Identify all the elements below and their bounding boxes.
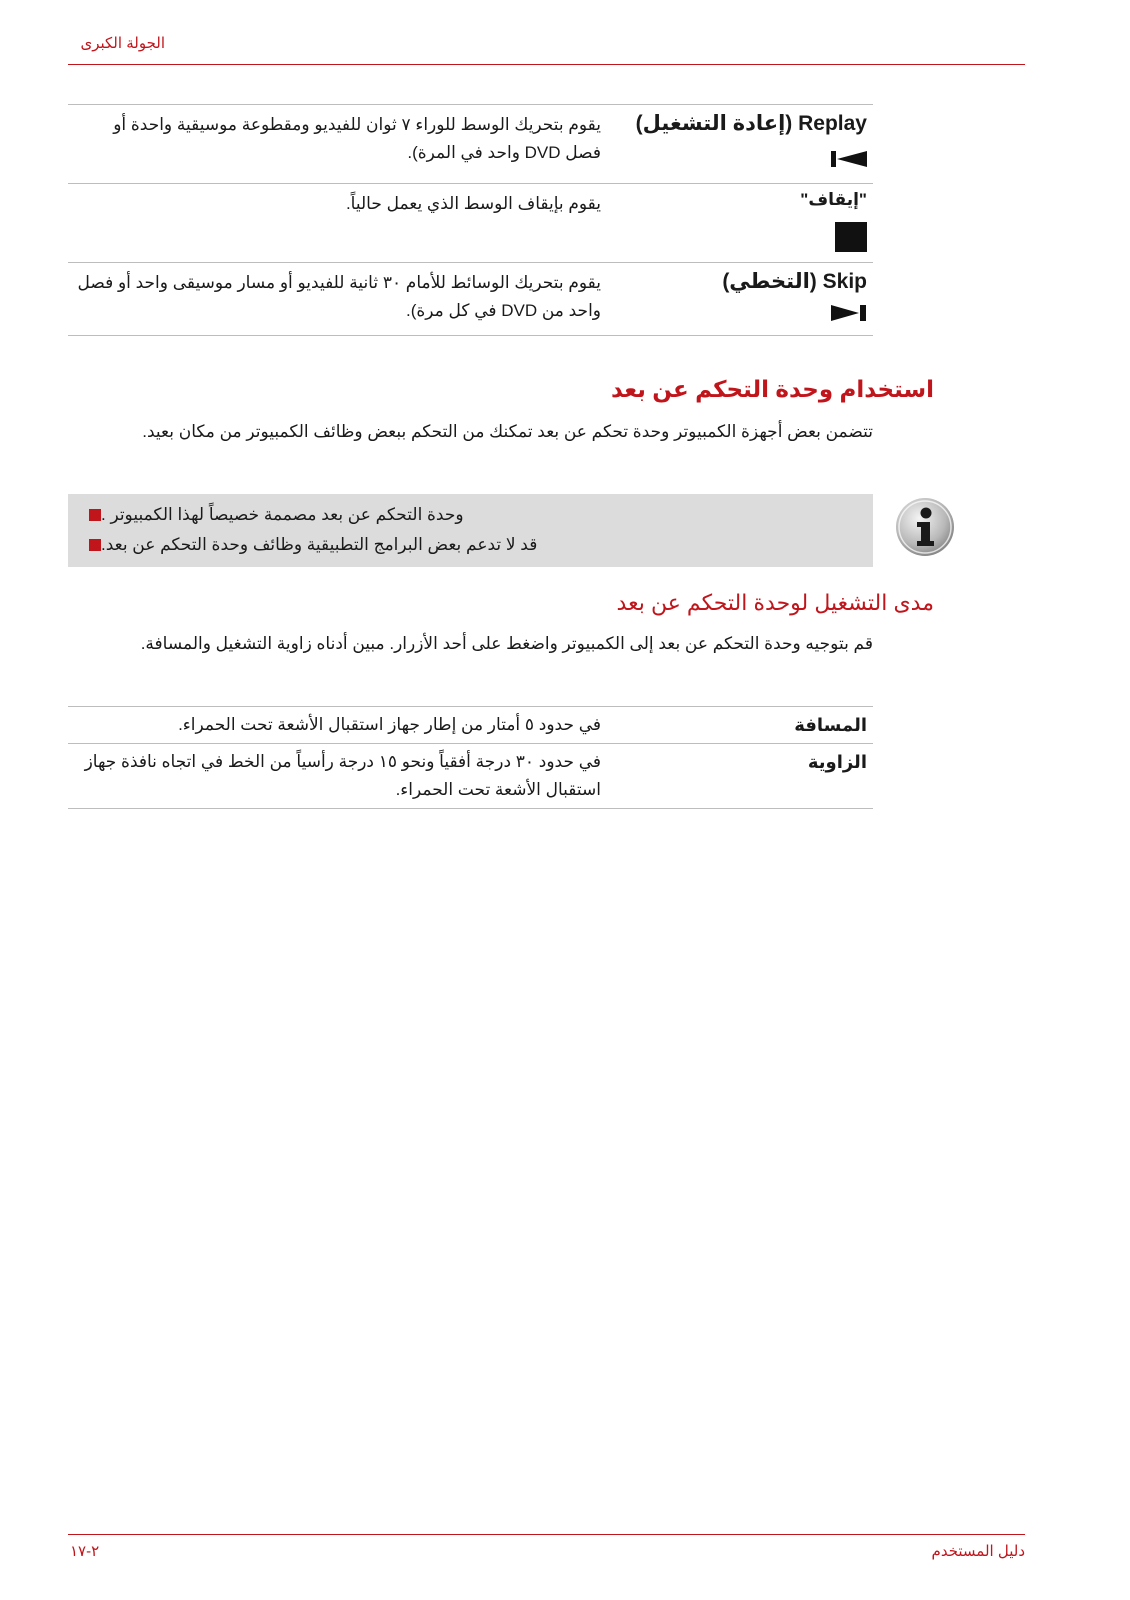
replay-term: Replay (إعادة التشغيل): [635, 112, 867, 135]
table-row: [68, 262, 873, 336]
section-paragraph: تتضمن بعض أجهزة الكمبيوتر وحدة تحكم عن بعد تمكنك من التحكم ببعض وظائف الكمبيوتر من مكان بعيد.: [142, 422, 873, 441]
stop-term: "إيقاف": [800, 190, 867, 209]
angle-term: الزاوية: [807, 752, 867, 772]
distance-description: في حدود ٥ أمتار من إطار جهاز استقبال الأشعة تحت الحمراء.: [178, 715, 601, 734]
angle-description: في حدود ٣٠ درجة أفقياً ونحو ١٥ درجة رأسياً من الخط في اتجاه نافذة جهاز استقبال الأشعة تحت الحمراء.: [84, 752, 601, 799]
header-rule: [68, 64, 1025, 65]
running-header: الجولة الكبرى: [80, 35, 165, 52]
bullet-square-icon: [89, 509, 101, 521]
skip-icon: [831, 303, 867, 328]
bullet-square-icon: [89, 539, 101, 551]
skip-description: يقوم بتحريك الوسائط للأمام ٣٠ ثانية للفيديو أو مسار موسيقى واحد أو فصل واحد من DVD في كل مرة).: [77, 273, 601, 320]
distance-term: المسافة: [794, 715, 867, 735]
note-item: وحدة التحكم عن بعد مصممة خصيصاً لهذا الكمبيوتر .: [75, 500, 865, 530]
table-row: [68, 706, 873, 743]
remote-buttons-table: [68, 104, 873, 336]
note-item: قد لا تدعم بعض البرامج التطبيقية وظائف وحدة التحكم عن بعد.: [75, 530, 865, 560]
replay-icon: [831, 149, 867, 174]
info-icon: [895, 497, 955, 557]
replay-description: يقوم بتحريك الوسط للوراء ٧ ثوان للفيديو ومقطوعة موسيقية واحدة أو فصل DVD واحد في المرة).: [113, 115, 601, 162]
note-box: [68, 494, 873, 567]
page-number: ٢-١٧: [70, 1543, 100, 1560]
section-heading-operating-range: مدى التشغيل لوحدة التحكم عن بعد: [616, 590, 934, 615]
table-row: [68, 104, 873, 183]
table-row: [68, 743, 873, 809]
footer-rule: [68, 1534, 1025, 1535]
stop-description: يقوم بإيقاف الوسط الذي يعمل حالياً.: [345, 194, 601, 213]
range-table: [68, 706, 873, 809]
skip-term: Skip (التخطي): [722, 270, 867, 293]
table-row: [68, 183, 873, 262]
stop-icon: [835, 222, 867, 257]
section-heading-remote-control: استخدام وحدة التحكم عن بعد: [611, 376, 934, 402]
manual-title: دليل المستخدم: [931, 1543, 1025, 1560]
note-list: [75, 500, 865, 560]
section-paragraph: قم بتوجيه وحدة التحكم عن بعد إلى الكمبيوتر واضغط على أحد الأزرار. مبين أدناه زاوية التشغيل والمسافة.: [140, 634, 873, 653]
